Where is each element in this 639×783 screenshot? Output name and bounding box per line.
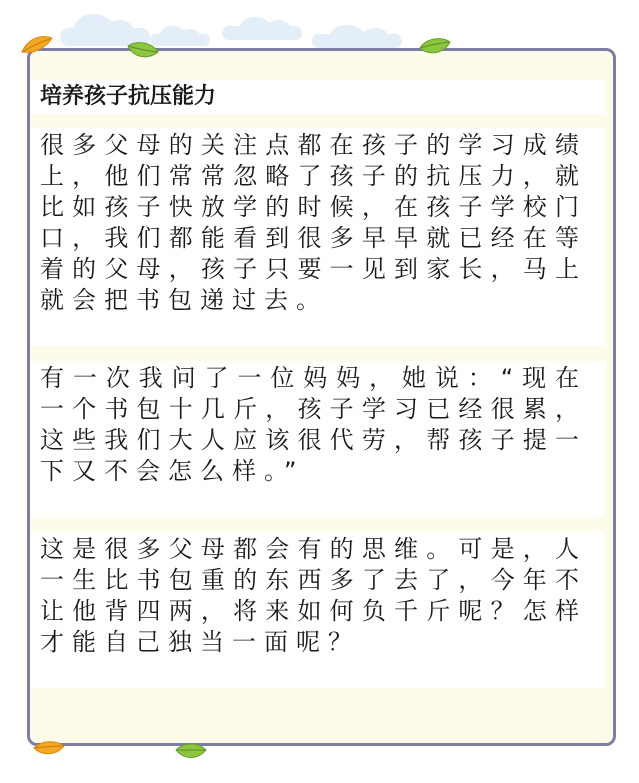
orange-leaf-icon <box>32 738 66 760</box>
paragraph-1 <box>31 128 605 346</box>
paragraph-3 <box>31 532 605 688</box>
green-leaf-icon <box>126 40 160 62</box>
article-title: 培养孩子抗压能力 <box>40 84 217 109</box>
cloud-icon <box>222 26 302 40</box>
paragraph-text: 这是很多父母都会有的思维。可是，人一生比书包重的东西多了去了，今年不让他背四两，将来如何负千斤呢？怎样才能自己独当一面呢？ <box>40 535 587 656</box>
green-leaf-icon <box>174 740 208 762</box>
cloud-icon <box>312 34 402 48</box>
paragraph-text: 有一次我问了一位妈妈，她说：“现在一个书包十几斤，孩子学习已经很累，这些我们大人应该很代劳，帮孩子提一下又不会怎么样。” <box>40 364 587 485</box>
green-leaf-icon <box>418 36 452 58</box>
orange-leaf-icon <box>20 34 54 56</box>
paragraph-2 <box>31 361 605 517</box>
paragraph-text: 很多父母的关注点都在孩子的学习成绩上，他们常常忽略了孩子的抗压力，就比如孩子快放学的时候，在孩子学校门口，我们都能看到很多早早就已经在等着的父母，孩子只要一见到家长，马上就会把书包递过去。 <box>40 131 587 314</box>
